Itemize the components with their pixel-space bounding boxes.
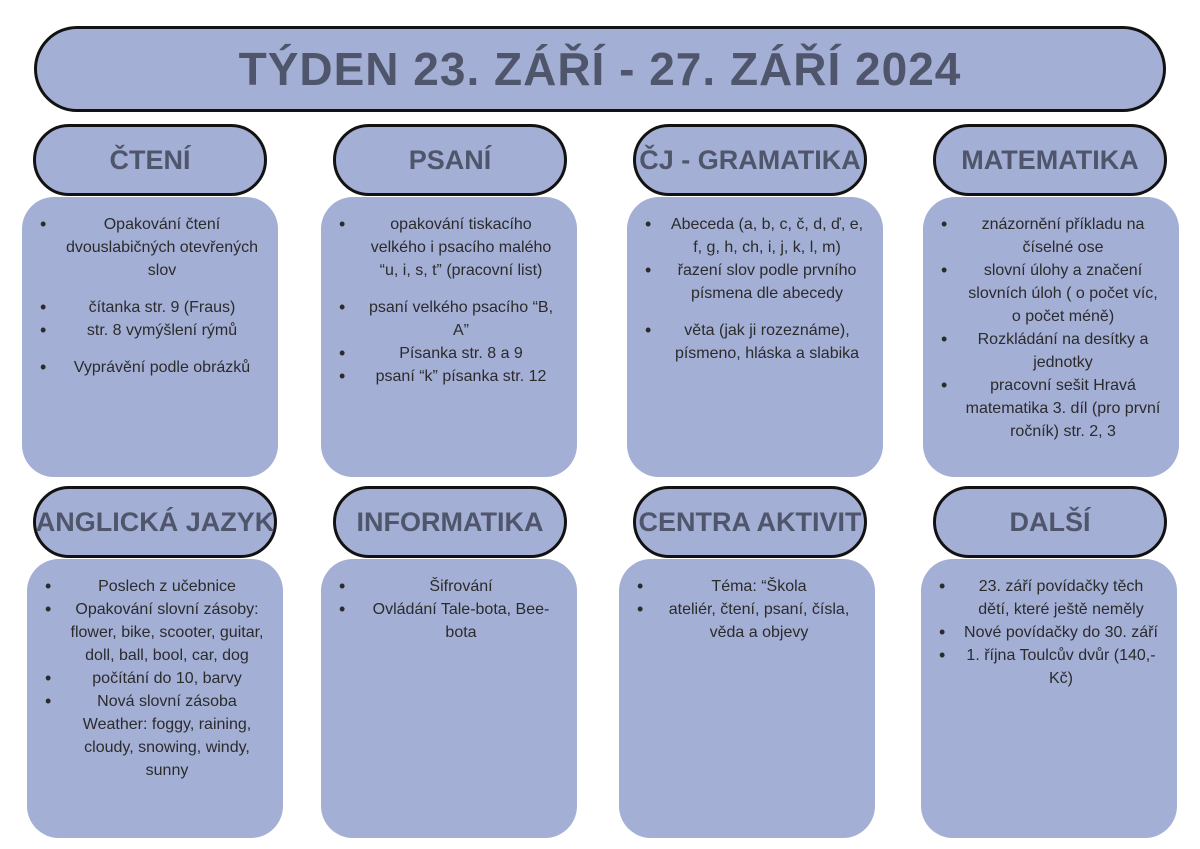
- heading-cj-gramatika: ČJ - GRAMATIKA: [633, 124, 867, 196]
- list-item: • znázornění příkladu na číselné ose: [941, 213, 1163, 259]
- list-item: • Poslech z učebnice: [45, 575, 267, 598]
- list-item: • opakování tiskacího velkého i psacího malého “u, i, s, t” (pracovní list): [339, 213, 561, 282]
- list-item: • čítanka str. 9 (Fraus): [40, 296, 262, 319]
- list-item: • věta (jak ji rozeznáme), písmeno, hláska a slabika: [645, 319, 867, 365]
- list-item: • Ovládání Tale-bota, Bee-bota: [339, 598, 561, 644]
- heading-centra-aktivit: CENTRA AKTIVIT: [633, 486, 867, 558]
- section-box-centra-aktivit: [619, 559, 875, 838]
- item-list: [339, 575, 561, 644]
- item-list: [637, 575, 859, 644]
- item-list: [645, 213, 867, 365]
- section-box-anglicka-jazyk: [27, 559, 283, 838]
- list-item: • slovní úlohy a značení slovních úloh ( o počet víc, o počet méně): [941, 259, 1163, 328]
- list-item: • Nové povídačky do 30. září: [939, 621, 1161, 644]
- list-item: • Téma: “Škola: [637, 575, 859, 598]
- section-box-psani: [321, 197, 577, 477]
- list-item: • Písanka str. 8 a 9: [339, 342, 561, 365]
- section-box-dalsi: [921, 559, 1177, 838]
- section-box-cteni: [22, 197, 278, 477]
- page-title: TÝDEN 23. ZÁŘÍ - 27. ZÁŘÍ 2024: [34, 26, 1166, 112]
- list-item: • psaní velkého psacího “B, A”: [339, 296, 561, 342]
- item-list: [339, 213, 561, 388]
- list-item: • Abeceda (a, b, c, č, d, ď, e, f, g, h, ch, i, j, k, l, m): [645, 213, 867, 259]
- heading-psani: PSANÍ: [333, 124, 567, 196]
- list-item: • Opakování čtení dvouslabičných otevřených slov: [40, 213, 262, 282]
- list-item: • str. 8 vymýšlení rýmů: [40, 319, 262, 342]
- item-list: [941, 213, 1163, 443]
- list-item: • psaní “k” písanka str. 12: [339, 365, 561, 388]
- heading-dalsi: DALŠÍ: [933, 486, 1167, 558]
- heading-cteni: ČTENÍ: [33, 124, 267, 196]
- list-item: • Vyprávění podle obrázků: [40, 356, 262, 379]
- section-box-cj-gramatika: [627, 197, 883, 477]
- heading-matematika: MATEMATIKA: [933, 124, 1167, 196]
- list-item: • pracovní sešit Hravá matematika 3. díl (pro první ročník) str. 2, 3: [941, 374, 1163, 443]
- section-box-matematika: [923, 197, 1179, 477]
- list-item: • ateliér, čtení, psaní, čísla, věda a objevy: [637, 598, 859, 644]
- heading-informatika: INFORMATIKA: [333, 486, 567, 558]
- list-item: • Šifrování: [339, 575, 561, 598]
- list-item: • Opakování slovní zásoby: flower, bike, scooter, guitar, doll, ball, bool, car, dog: [45, 598, 267, 667]
- list-item: • 1. října Toulcův dvůr (140,- Kč): [939, 644, 1161, 690]
- list-item: • 23. září povídačky těch dětí, které ještě neměly: [939, 575, 1161, 621]
- heading-anglicka-jazyk: ANGLICKÁ JAZYK: [33, 486, 277, 558]
- item-list: [45, 575, 267, 782]
- list-item: • Rozkládání na desítky a jednotky: [941, 328, 1163, 374]
- item-list: [40, 213, 262, 379]
- list-item: • řazení slov podle prvního písmena dle abecedy: [645, 259, 867, 305]
- item-list: [939, 575, 1161, 690]
- list-item: • počítání do 10, barvy: [45, 667, 267, 690]
- section-box-informatika: [321, 559, 577, 838]
- list-item: • Nová slovní zásoba Weather: foggy, raining, cloudy, snowing, windy, sunny: [45, 690, 267, 782]
